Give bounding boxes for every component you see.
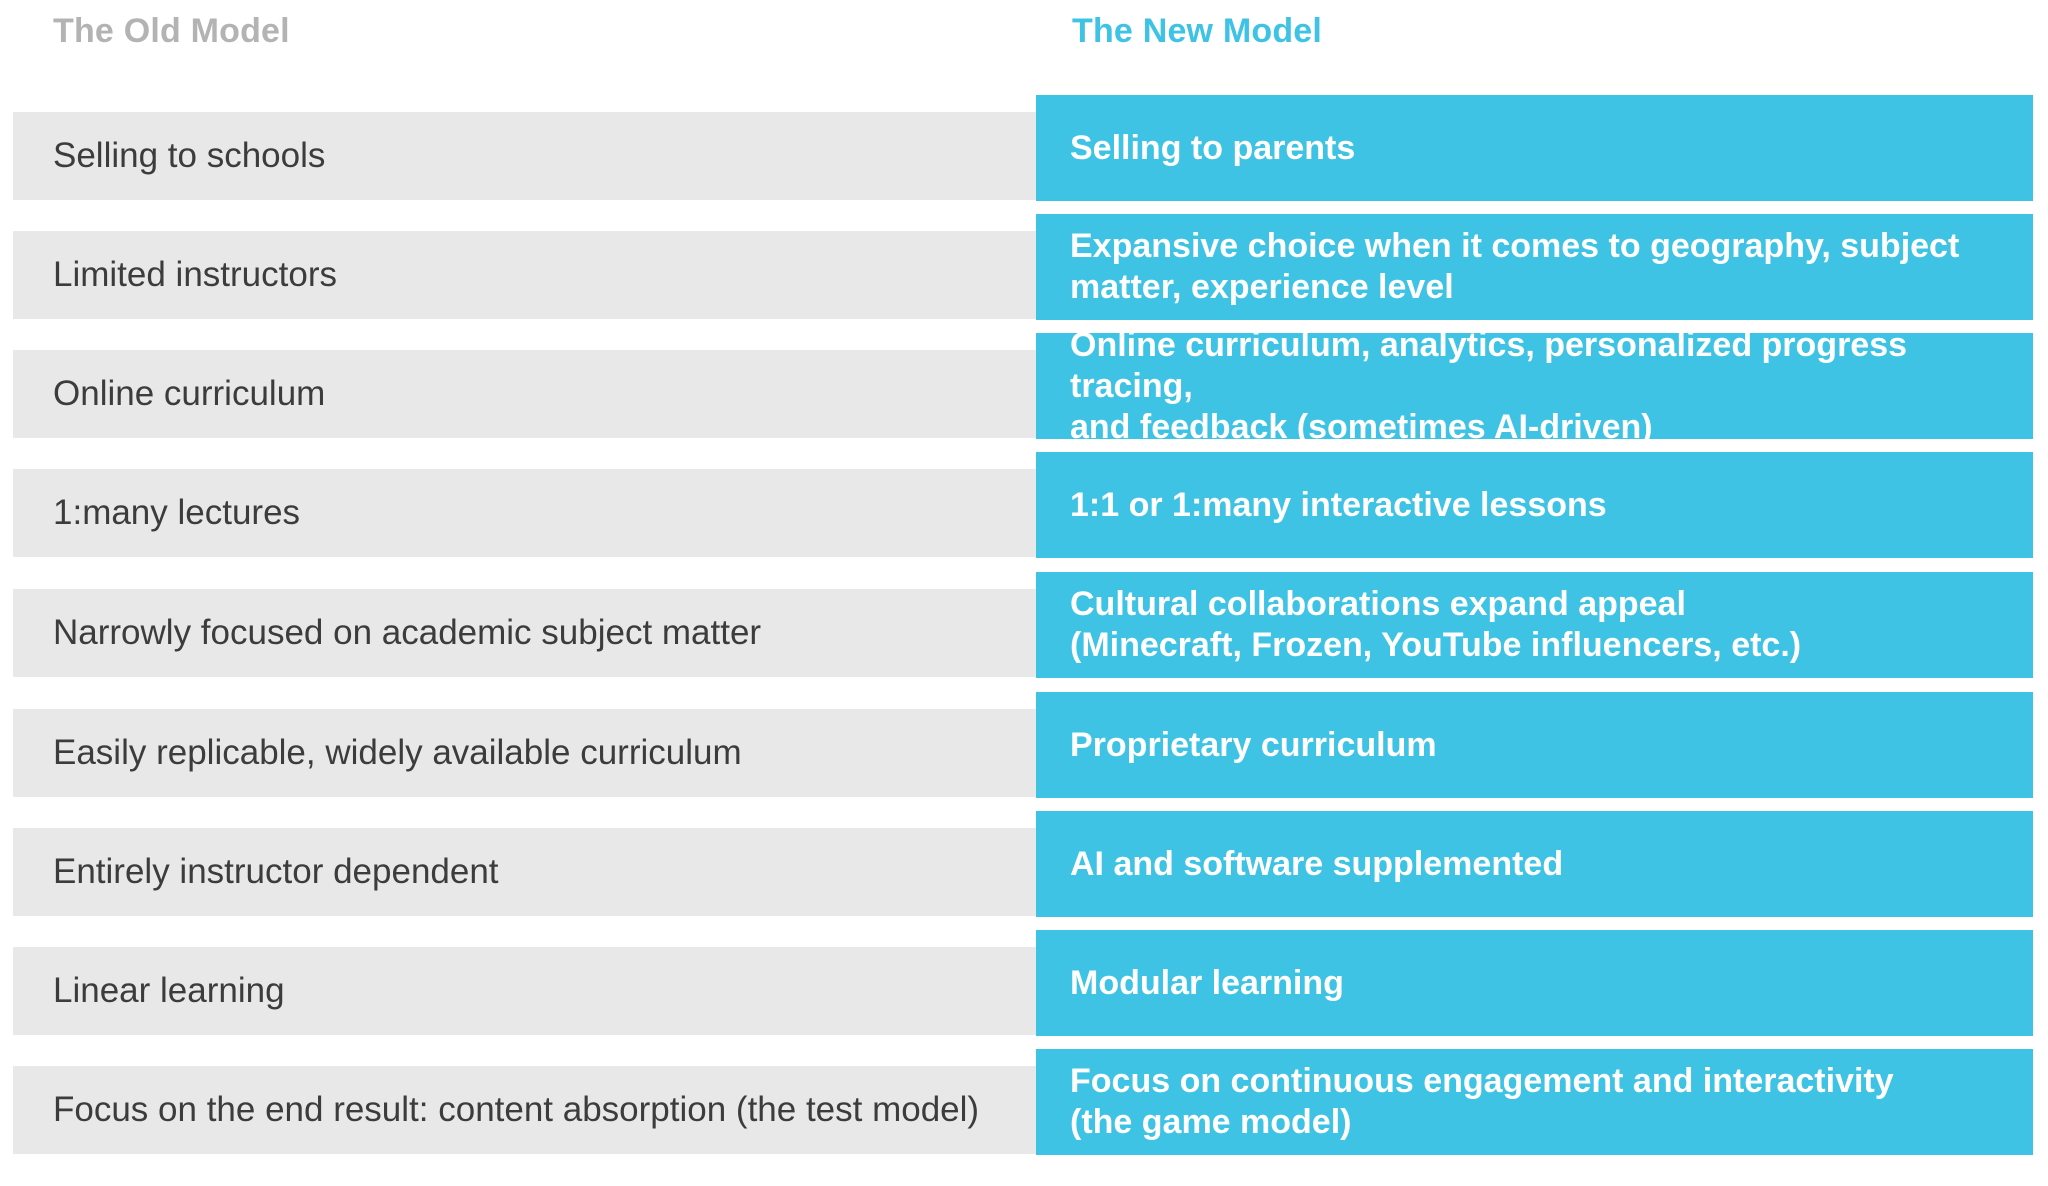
new-model-heading: The New Model [1072,12,1323,50]
comparison-row [0,930,2048,1036]
comparison-row [0,214,2048,320]
new-model-cell: Focus on continuous engagement and interactivity (the game model) [1036,1049,2033,1155]
new-model-cell: Expansive choice when it comes to geography, subject matter, experience level [1036,214,2033,320]
new-model-cell: Selling to parents [1036,95,2033,201]
new-model-cell: 1:1 or 1:many interactive lessons [1036,452,2033,558]
old-model-cell: Linear learning [13,947,1037,1035]
old-model-cell: Limited instructors [13,231,1037,319]
old-model-cell: Focus on the end result: content absorption (the test model) [13,1066,1037,1154]
new-model-cell: Online curriculum, analytics, personalized progress tracing, and feedback (sometimes AI-driven) [1036,333,2033,439]
comparison-row [0,692,2048,798]
comparison-row [0,572,2048,678]
comparison-row [0,1049,2048,1155]
comparison-row [0,95,2048,201]
new-model-cell: AI and software supplemented [1036,811,2033,917]
new-model-cell: Modular learning [1036,930,2033,1036]
old-model-heading: The Old Model [53,12,290,50]
old-model-cell: Online curriculum [13,350,1037,438]
comparison-row [0,811,2048,917]
old-model-cell: Narrowly focused on academic subject matter [13,589,1037,677]
old-model-cell: Selling to schools [13,112,1037,200]
old-model-cell: 1:many lectures [13,469,1037,557]
comparison-row [0,452,2048,558]
comparison-row [0,325,2048,446]
old-model-cell: Entirely instructor dependent [13,828,1037,916]
old-model-cell: Easily replicable, widely available curriculum [13,709,1037,797]
new-model-cell: Cultural collaborations expand appeal (Minecraft, Frozen, YouTube influencers, etc.) [1036,572,2033,678]
new-model-cell: Proprietary curriculum [1036,692,2033,798]
